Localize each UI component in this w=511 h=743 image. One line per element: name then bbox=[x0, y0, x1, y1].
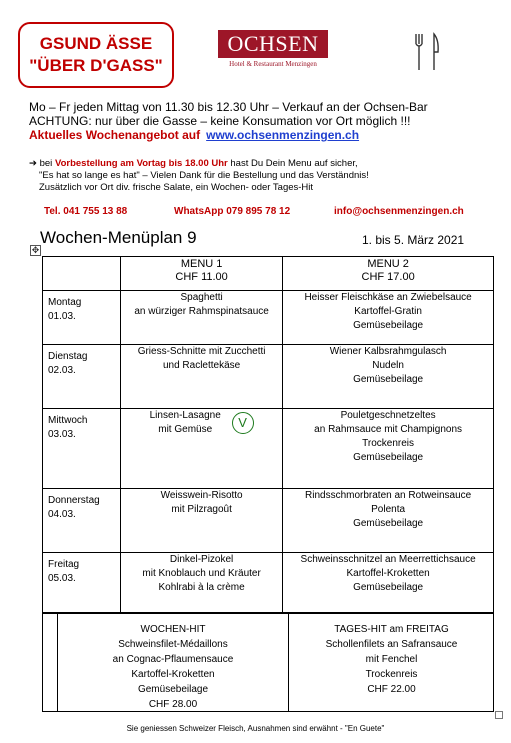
dish-line: Kohlrabi à la crème bbox=[158, 582, 245, 593]
dish-line: Gemüsebeilage bbox=[353, 374, 424, 385]
weekly-hit-price: CHF 28.00 bbox=[148, 699, 198, 710]
dish-line: Gemüsebeilage bbox=[137, 684, 209, 695]
menu1-dish bbox=[121, 345, 283, 409]
menu2-dish bbox=[283, 553, 494, 613]
preorder-deadline: Vorbestellung am Vortag bis 18.00 Uhr bbox=[54, 158, 228, 169]
dish-line: und Raclettekäse bbox=[162, 360, 241, 371]
day-name: Donnerstag bbox=[48, 495, 100, 506]
preorder-pre: bei bbox=[39, 158, 53, 169]
menu1-name: MENU 1 bbox=[180, 258, 223, 270]
dish-line: an würziger Rahmspinatsauce bbox=[134, 306, 269, 317]
dish-line: Linsen-Lasagne bbox=[149, 410, 221, 421]
dish-line: Kartoffel-Kroketten bbox=[346, 568, 430, 579]
day-name: Freitag bbox=[48, 559, 80, 570]
fork-knife-icon bbox=[412, 32, 442, 72]
dish-line: Gemüsebeilage bbox=[353, 518, 424, 529]
phone-number: Tel. 041 755 13 88 bbox=[44, 206, 128, 217]
friday-hit-price: CHF 22.00 bbox=[367, 684, 416, 695]
email-address: info@ochsenmenzingen.ch bbox=[334, 206, 464, 217]
preorder-post: hast Du Dein Menu auf sicher, bbox=[230, 158, 358, 169]
table-row bbox=[43, 553, 494, 613]
vegan-leaf-icon: V bbox=[232, 412, 254, 434]
menu1-dish bbox=[121, 291, 283, 345]
dish-line: Schweinsfilet-Médaillons bbox=[118, 639, 228, 650]
day-name: Montag bbox=[48, 297, 82, 308]
menu2-dish bbox=[283, 291, 494, 345]
dish-line: mit Fenchel bbox=[365, 654, 418, 665]
menu1-price: CHF 11.00 bbox=[175, 271, 228, 283]
table-row bbox=[43, 345, 494, 409]
dish-line: Spaghetti bbox=[180, 292, 223, 303]
dish-line: Pouletgeschnetzeltes bbox=[340, 410, 436, 421]
attention-text: ACHTUNG: nur über die Gasse – keine Konsumation vor Ort möglich !!! bbox=[29, 114, 411, 128]
table-move-icon[interactable]: ✥ bbox=[31, 245, 40, 255]
dish-line: Trockenreis bbox=[362, 438, 415, 449]
table-row bbox=[43, 409, 494, 489]
dish-line: Nudeln bbox=[372, 360, 404, 371]
weekly-hit bbox=[58, 622, 288, 712]
dish-line: Kartoffel-Kroketten bbox=[131, 669, 215, 680]
ochsen-logo-subtitle: Hotel & Restaurant Menzingen bbox=[229, 60, 317, 68]
dish-line: Kartoffel-Gratin bbox=[354, 306, 422, 317]
header-empty-cell bbox=[43, 257, 121, 291]
dish-line: Schollenfilets an Safransauce bbox=[325, 639, 458, 650]
specials-box bbox=[42, 613, 494, 712]
dish-line: Wiener Kalbsrahmgulasch bbox=[329, 346, 447, 357]
gsund-aesse-logo bbox=[18, 22, 174, 88]
footer-note: Sie geniessen Schweizer Fleisch, Ausnahmen sind erwähnt - "En Guete" bbox=[126, 724, 385, 733]
table-row bbox=[43, 489, 494, 553]
logo-line-1: GSUND ÄSSE bbox=[39, 34, 153, 53]
day-date: 01.03. bbox=[48, 311, 76, 322]
day-cell bbox=[43, 291, 121, 345]
logo-line-2: "ÜBER D'GASS" bbox=[29, 56, 163, 75]
table-header-row bbox=[43, 257, 494, 291]
menu2-dish bbox=[283, 409, 494, 489]
dish-line: Weisswein-Risotto bbox=[160, 490, 243, 501]
weekly-offer-line bbox=[29, 128, 359, 142]
website-link[interactable]: www.ochsenmenzingen.ch bbox=[206, 128, 360, 142]
menu1-dish bbox=[121, 553, 283, 613]
dish-line: Gemüsebeilage bbox=[353, 320, 424, 331]
friday-hit bbox=[288, 622, 495, 697]
preorder-note bbox=[29, 158, 358, 169]
friday-hit-title: TAGES-HIT am FREITAG bbox=[334, 624, 449, 635]
day-date: 04.03. bbox=[48, 509, 76, 520]
weekly-hit-title: WOCHEN-HIT bbox=[140, 624, 206, 635]
dish-line: mit Pilzragoût bbox=[171, 504, 232, 515]
dish-line: mit Gemüse bbox=[158, 424, 213, 435]
ochsen-logo-name: OCHSEN bbox=[218, 30, 328, 58]
dish-line: Schweinsschnitzel an Meerrettichsauce bbox=[300, 554, 476, 565]
weekly-offer-label: Aktuelles Wochenangebot auf bbox=[29, 128, 201, 142]
dish-line: an Rahmsauce mit Champignons bbox=[314, 424, 463, 435]
dish-line: Dinkel-Pizokel bbox=[169, 554, 234, 565]
dish-line: Rindsschmorbraten an Rotweinsauce bbox=[305, 490, 472, 501]
menu2-header bbox=[283, 257, 494, 291]
table-row bbox=[43, 291, 494, 345]
menu1-header bbox=[121, 257, 283, 291]
menu2-price: CHF 17.00 bbox=[361, 271, 415, 283]
dish-text bbox=[150, 409, 221, 437]
dish-line: Gemüsebeilage bbox=[353, 452, 424, 463]
day-cell bbox=[43, 409, 121, 489]
menu1-dish bbox=[121, 409, 283, 489]
menu-table bbox=[42, 256, 494, 613]
day-date: 03.03. bbox=[48, 429, 76, 440]
whatsapp-number: WhatsApp 079 895 78 12 bbox=[174, 206, 291, 217]
day-cell bbox=[43, 345, 121, 409]
menu2-dish bbox=[283, 345, 494, 409]
day-name: Mittwoch bbox=[48, 415, 88, 426]
opening-hours-text: Mo – Fr jeden Mittag von 11.30 bis 12.30 Uhr – Verkauf an der Ochsen-Bar bbox=[29, 100, 428, 114]
availability-note: "Es hat so lange es hat" – Vielen Dank für die Bestellung und das Verständnis! bbox=[39, 170, 369, 181]
arrow-icon: ➔ bbox=[29, 158, 37, 169]
menu2-name: MENU 2 bbox=[367, 258, 409, 270]
menu-plan-date: 1. bis 5. März 2021 bbox=[362, 233, 465, 247]
day-name: Dienstag bbox=[48, 351, 88, 362]
menu2-dish bbox=[283, 489, 494, 553]
dish-line: Griess-Schnitte mit Zucchetti bbox=[137, 346, 266, 357]
extras-note: Zusätzlich vor Ort div. frische Salate, ein Wochen- oder Tages-Hit bbox=[39, 182, 314, 193]
dish-line: Polenta bbox=[371, 504, 406, 515]
dish-line: mit Knoblauch und Kräuter bbox=[142, 568, 261, 579]
day-date: 02.03. bbox=[48, 365, 76, 376]
day-cell bbox=[43, 553, 121, 613]
table-resize-handle[interactable] bbox=[495, 711, 503, 719]
day-date: 05.03. bbox=[48, 573, 76, 584]
dish-line: Gemüsebeilage bbox=[353, 582, 424, 593]
specials-inner bbox=[57, 614, 493, 711]
menu1-dish bbox=[121, 489, 283, 553]
menu-plan-title: Wochen-Menüplan 9 bbox=[40, 228, 197, 247]
dish-line: an Cognac-Pflaumensauce bbox=[112, 654, 234, 665]
day-cell bbox=[43, 489, 121, 553]
dish-line: Heisser Fleischkäse an Zwiebelsauce bbox=[304, 292, 472, 303]
dish-line: Trockenreis bbox=[365, 669, 418, 680]
